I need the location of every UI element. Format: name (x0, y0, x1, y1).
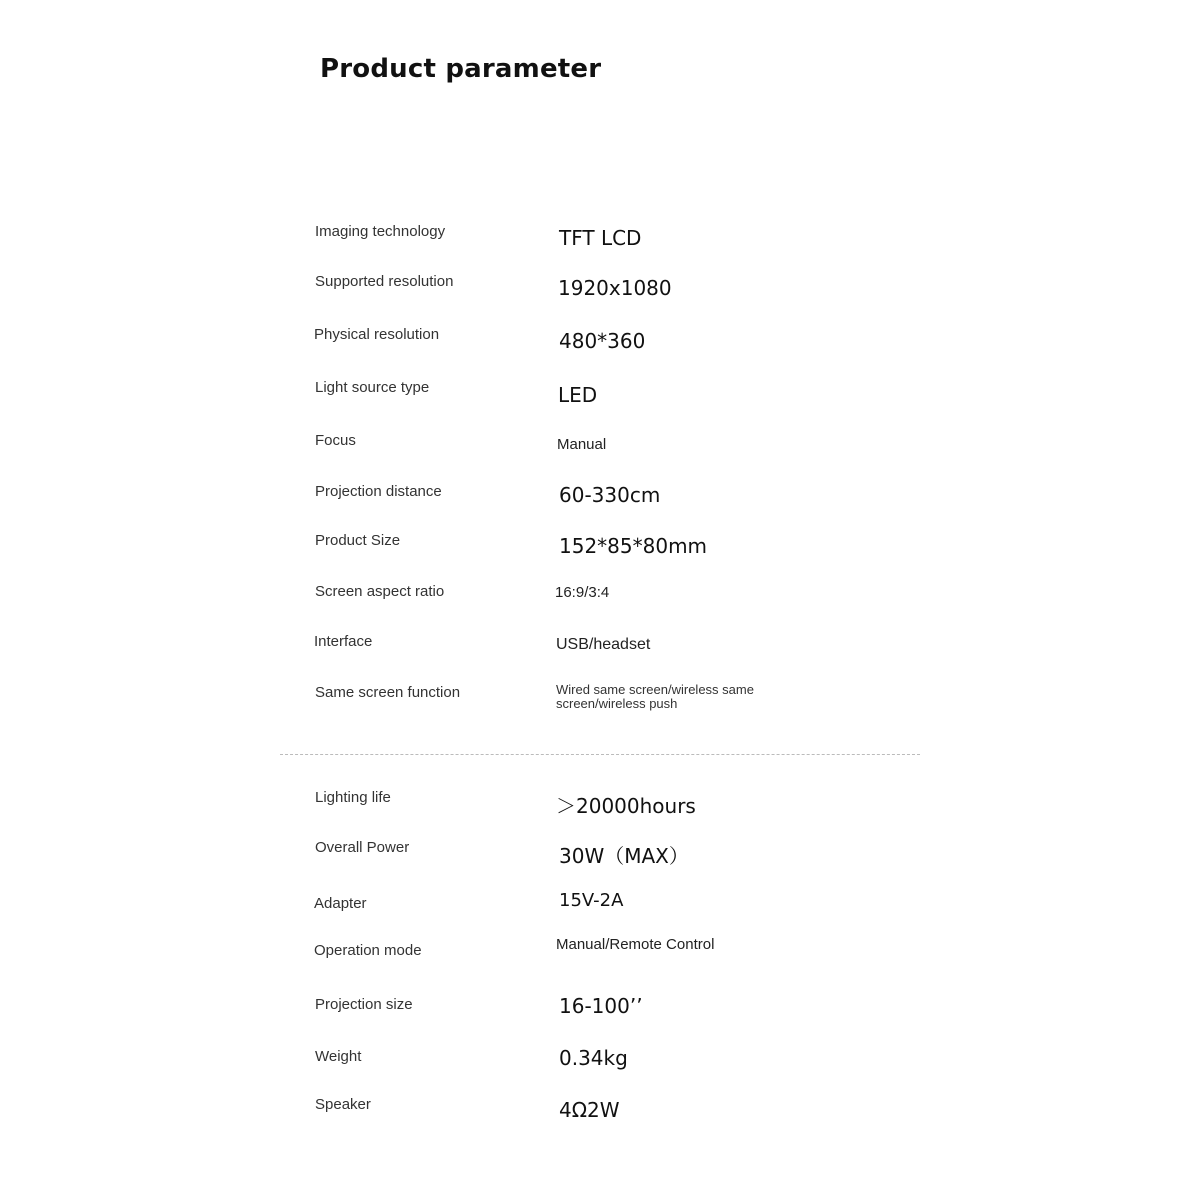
spec-label-adapter: Adapter (314, 895, 367, 912)
spec-label-light-source-type: Light source type (315, 379, 430, 396)
spec-label-speaker: Speaker (315, 1096, 371, 1113)
spec-label-same-screen-function: Same screen function (315, 684, 461, 701)
spec-label-product-size: Product Size (315, 532, 401, 549)
spec-value-overall-power: 30W（MAX） (559, 844, 689, 868)
page-title: Product parameter (320, 54, 602, 84)
spec-value-focus: Manual (557, 436, 607, 453)
spec-label-physical-resolution: Physical resolution (314, 326, 440, 343)
spec-value-supported-resolution: 1920x1080 (558, 276, 672, 300)
spec-label-overall-power: Overall Power (315, 839, 410, 856)
spec-label-supported-resolution: Supported resolution (315, 273, 454, 290)
spec-value-product-size: 152*85*80mm (559, 534, 708, 558)
spec-value-speaker: 4Ω2W (559, 1098, 620, 1122)
spec-value-interface: USB/headset (556, 636, 651, 653)
spec-value-screen-aspect-ratio: 16:9/3:4 (555, 584, 610, 601)
spec-label-focus: Focus (315, 432, 356, 449)
spec-value-projection-distance: 60-330cm (559, 483, 661, 507)
spec-label-imaging-technology: Imaging technology (315, 223, 446, 240)
spec-value-light-source-type: LED (558, 383, 598, 407)
spec-value-physical-resolution: 480*360 (559, 329, 646, 353)
section-divider (280, 754, 920, 755)
spec-value-same-screen-function: Wired same screen/wireless same screen/wireless push (556, 682, 754, 711)
spec-value-adapter: 15V-2A (559, 890, 624, 911)
spec-label-weight: Weight (315, 1048, 362, 1065)
spec-label-lighting-life: Lighting life (315, 789, 391, 806)
spec-value-weight: 0.34kg (559, 1046, 628, 1070)
spec-value-projection-size: 16-100’’ (559, 994, 643, 1018)
spec-value-imaging-technology: TFT LCD (559, 226, 642, 250)
spec-label-operation-mode: Operation mode (314, 942, 422, 959)
spec-label-projection-distance: Projection distance (315, 483, 442, 500)
spec-label-screen-aspect-ratio: Screen aspect ratio (315, 583, 445, 600)
spec-label-interface: Interface (314, 633, 373, 650)
spec-value-lighting-life: ＞20000hours (556, 794, 696, 818)
spec-label-projection-size: Projection size (315, 996, 413, 1013)
spec-value-operation-mode: Manual/Remote Control (556, 936, 715, 953)
